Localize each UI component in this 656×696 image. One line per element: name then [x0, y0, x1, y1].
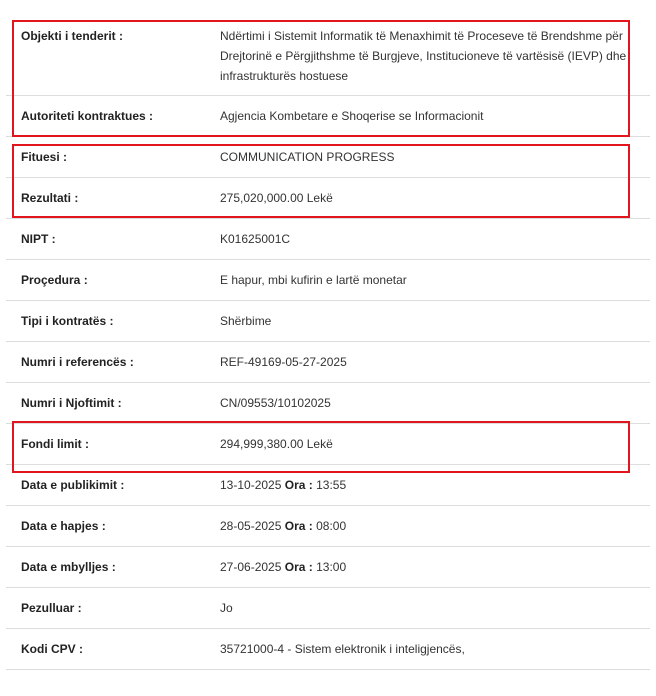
row-nipt: [6, 219, 650, 260]
row-value: Shërbime: [220, 314, 272, 328]
row-opening-date: [6, 506, 650, 547]
tender-details-table: [6, 14, 650, 670]
row-value: Agjencia Kombetare e Shoqerise se Informacionit: [220, 109, 484, 123]
row-contract-type: [6, 301, 650, 342]
row-winner: [6, 137, 650, 178]
row-label: Objekti i tenderit :: [21, 29, 124, 43]
row-value: K01625001C: [220, 232, 291, 246]
row-label: Data e hapjes :: [21, 519, 106, 533]
time-label: Ora :: [284, 560, 313, 574]
time-value: 08:00: [316, 519, 347, 533]
row-label: Fituesi :: [21, 150, 68, 164]
time-value: 13:55: [316, 478, 347, 492]
row-cpv-code: [6, 629, 650, 670]
row-reference-number: [6, 342, 650, 383]
time-value: 13:00: [316, 560, 347, 574]
row-publication-date: [6, 465, 650, 506]
row-value: [220, 506, 650, 547]
row-label: Proçedura :: [21, 273, 88, 287]
row-label: Numri i referencës :: [21, 355, 134, 369]
date-value: 27-06-2025: [220, 560, 282, 574]
row-suspended: [6, 588, 650, 629]
row-contracting-authority: [6, 96, 650, 137]
date-value: 28-05-2025: [220, 519, 282, 533]
time-label: Ora :: [284, 478, 313, 492]
row-value: 275,020,000.00 Lekë: [220, 191, 333, 205]
row-label: Autoriteti kontraktues :: [21, 109, 154, 123]
row-tender-object: [6, 14, 650, 96]
row-value: CN/09553/10102025: [220, 396, 331, 410]
row-closing-date: [6, 547, 650, 588]
row-value: E hapur, mbi kufirin e lartë monetar: [220, 273, 407, 287]
row-result: [6, 178, 650, 219]
row-notice-number: [6, 383, 650, 424]
row-label: Data e mbylljes :: [21, 560, 116, 574]
row-limit-fund: [6, 424, 650, 465]
row-label: Kodi CPV :: [21, 642, 83, 656]
row-label: NIPT :: [21, 232, 56, 246]
row-value: 294,999,380.00 Lekë: [220, 437, 333, 451]
date-value: 13-10-2025: [220, 478, 282, 492]
row-value: [220, 547, 650, 588]
row-value: 35721000-4 - Sistem elektronik i inteligjencës,: [220, 642, 465, 656]
row-label: Rezultati :: [21, 191, 79, 205]
row-label: Data e publikimit :: [21, 478, 125, 492]
row-value: Ndërtimi i Sistemit Informatik të Menaxhimit të Proceseve të Brendshme për Drejtorinë e Përgjithshme të Burgjeve, Institucioneve të vartësisë (IEVP) dhe infrastrukturës hostuese: [220, 29, 627, 83]
row-label: Pezulluar :: [21, 601, 82, 615]
time-label: Ora :: [284, 519, 313, 533]
row-label: Numri i Njoftimit :: [21, 396, 122, 410]
row-value: COMMUNICATION PROGRESS: [220, 150, 395, 164]
row-value: REF-49169-05-27-2025: [220, 355, 347, 369]
row-label: Fondi limit :: [21, 437, 89, 451]
row-value: [220, 465, 650, 506]
row-procedure: [6, 260, 650, 301]
row-label: Tipi i kontratës :: [21, 314, 114, 328]
row-value: Jo: [220, 601, 233, 615]
